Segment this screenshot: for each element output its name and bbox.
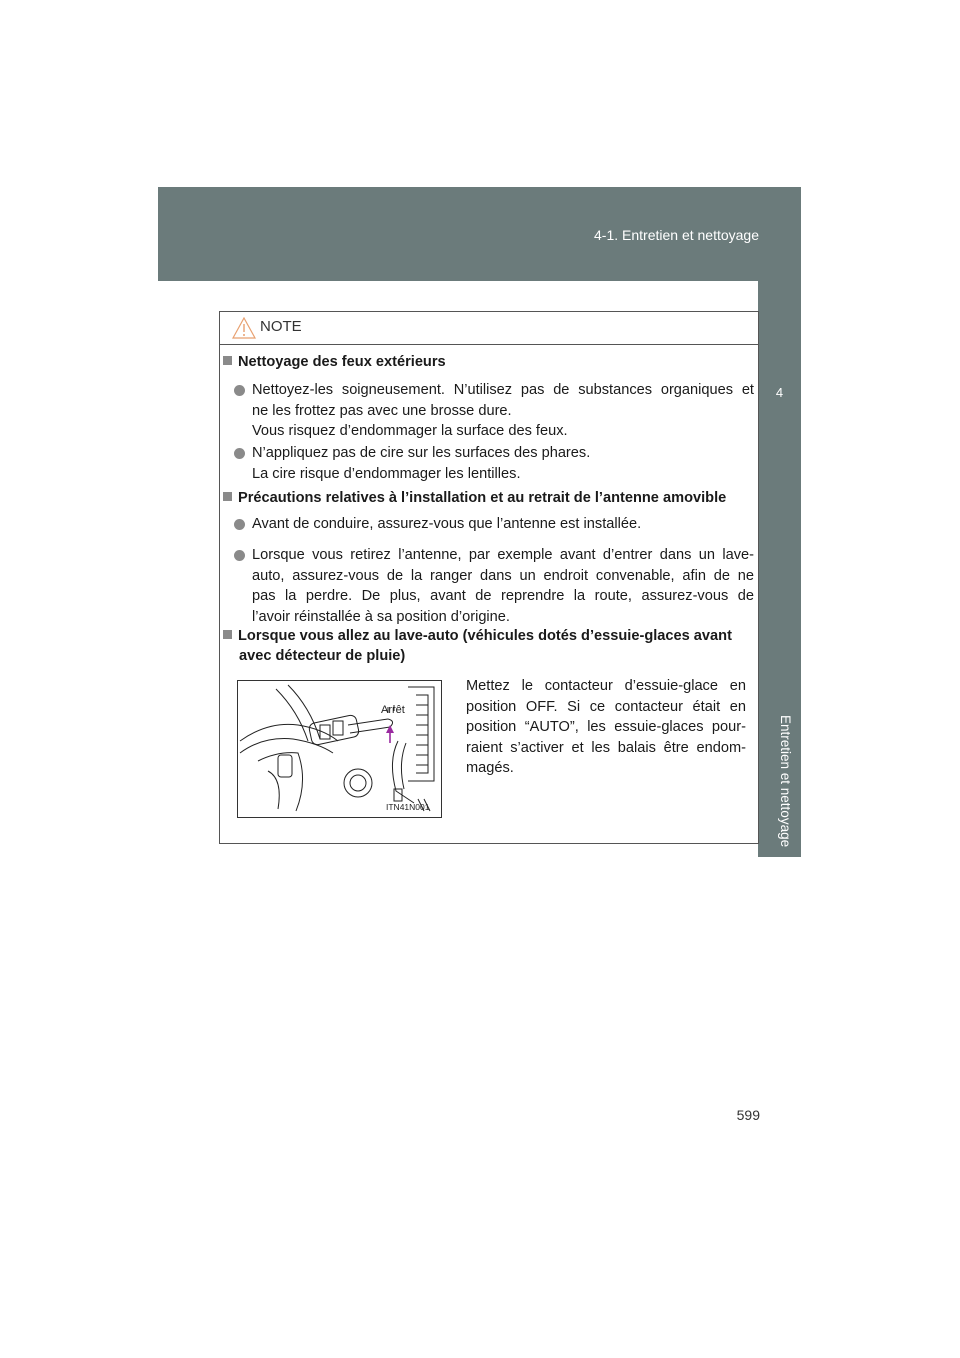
header-band [158,187,801,281]
section-heading-lights: Nettoyage des feux extérieurs [223,352,446,372]
square-bullet-icon [223,630,232,639]
round-bullet-icon [234,448,245,459]
section-title: 4-1. Entretien et nettoyage [594,227,759,243]
illustration-code: ITN41N001 [386,802,430,812]
round-bullet-icon [234,550,245,561]
stop-position-label: Arrêt [381,704,405,716]
round-bullet-icon [234,519,245,530]
car-wash-instructions: Mettez le contacteur d’essuie-glace en position OFF. Si ce contacteur était en position “AUTO”, les essuie-glaces pour- raient s’activer et les balais être endom- magés. [466,678,746,776]
warning-triangle-icon [232,317,256,339]
chapter-number: 4 [775,385,784,400]
square-bullet-icon [223,356,232,365]
note-header [220,312,758,345]
section-heading-car-wash: Lorsque vous allez au lave-auto (véhicules dotés d’essuie-glaces avant avec détecteur de pluie) [223,626,753,666]
wiper-switch-illustration [237,680,442,818]
chapter-label: Entretien et nettoyage [778,715,793,848]
square-bullet-icon [223,492,232,501]
note-title: NOTE [260,318,302,335]
section-heading-antenna: Précautions relatives à l’installation et au retrait de l’antenne amovible [223,488,726,508]
round-bullet-icon [234,385,245,396]
steering-column-drawing [238,681,441,817]
chapter-side-tab[interactable] [758,281,801,857]
page-number: 599 [736,1107,760,1123]
